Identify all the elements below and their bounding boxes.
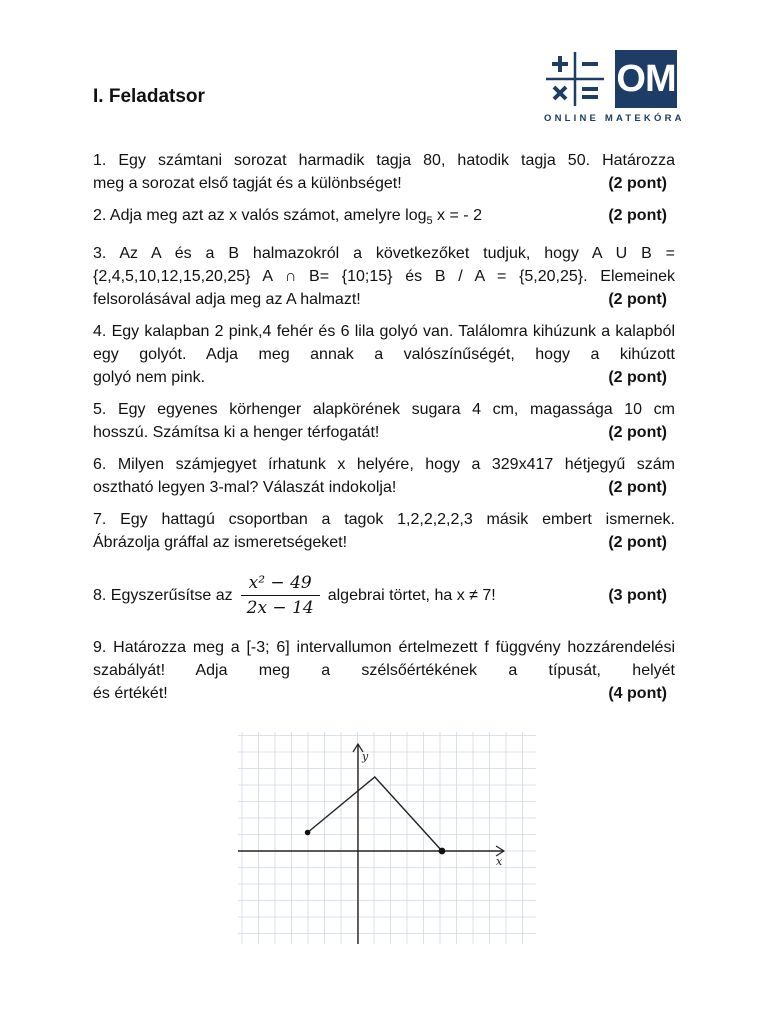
problem-text: 1. Egy számtani sorozat harmadik tagja 80, hatodik tagja 50. Határozza	[93, 152, 675, 169]
problem-9	[93, 636, 675, 705]
page-title: I. Feladatsor	[93, 86, 205, 107]
problem-text-end: felsorolásával adja meg az A halmazt!	[93, 291, 361, 309]
logo-mark: OM	[615, 50, 677, 108]
problem-text-end: Ábrázolja gráffal az ismeretségeket!	[93, 534, 348, 552]
points-badge: (2 pont)	[608, 369, 667, 387]
function-graph	[238, 732, 536, 944]
fraction-denominator: 2x − 14	[246, 597, 314, 618]
problem-7	[93, 508, 675, 554]
online-matekora-logo	[544, 50, 685, 132]
problem-1	[93, 149, 675, 195]
points-badge: (2 pont)	[608, 291, 667, 309]
problem-text: 9. Határozza meg a [-3; 6] intervallumon értelmezett f függvény hozzárendelési szabályát! Adja meg a szélsőértékének a típusát, helyét	[93, 639, 675, 680]
problem-2	[93, 204, 675, 233]
problem-list	[93, 149, 675, 714]
algebraic-fraction	[241, 571, 320, 620]
problem-text: 3. Az A és a B halmazokról a következőket tudjuk, hogy A U B = {2,4,5,10,12,15,20,25} A ∩ B= {10;15} és B / A = {5,20,25}. Elemeinek	[93, 245, 675, 286]
problem-text: 4. Egy kalapban 2 pink,4 fehér és 6 lila golyó van. Találomra kihúzunk a kalapból egy golyót. Adja meg annak a valószínűségét, hogy a kihúzott	[93, 323, 675, 364]
problem-text-a: 2. Adja meg azt az x valós számot, amelyre log	[93, 207, 427, 224]
endpoint-dot	[305, 830, 311, 836]
grid	[238, 732, 536, 944]
problem-6	[93, 453, 675, 499]
problem-text: 6. Milyen számjegyet írhatunk x helyére, hogy a 329x417 hétjegyű szám	[93, 456, 675, 474]
problem-text-end: és értékét!	[93, 685, 168, 703]
log-base: 5	[426, 215, 433, 228]
fraction-numerator: x² − 49	[248, 572, 312, 593]
problem-text-end: meg a sorozat első tagját és a különbséget!	[93, 175, 402, 192]
x-axis-label: x	[496, 855, 503, 868]
problem-8	[93, 563, 675, 627]
points-badge: (3 pont)	[608, 586, 667, 604]
y-axis-label: y	[362, 750, 369, 763]
logo-subtitle: ONLINE MATEKÓRA	[544, 113, 685, 124]
function-line	[308, 777, 442, 851]
problem-5	[93, 398, 675, 444]
problem-text-b: algebrai törtet, ha x ≠ 7!	[327, 586, 496, 604]
points-badge: (2 pont)	[608, 479, 667, 497]
problem-text: 7. Egy hattagú csoportban a tagok 1,2,2,2,2,3 másik embert ismernek.	[93, 511, 675, 529]
points-badge: (4 pont)	[608, 685, 667, 703]
points-badge: (2 pont)	[608, 207, 667, 224]
problem-text	[93, 204, 482, 233]
problem-text-end: osztható legyen 3-mal? Válaszát indokolja!	[93, 479, 397, 497]
problem-text-end: golyó nem pink.	[93, 369, 206, 387]
problem-3	[93, 242, 675, 311]
problem-text-a: 8. Egyszerűsítse az	[93, 586, 233, 604]
problem-text	[93, 571, 496, 620]
points-badge: (2 pont)	[608, 175, 667, 192]
problem-text: 5. Egy egyenes körhenger alapkörének sugara 4 cm, magassága 10 cm	[93, 401, 675, 419]
problem-text-end: hosszú. Számítsa ki a henger térfogatát!	[93, 424, 380, 442]
problem-4	[93, 320, 675, 389]
endpoint-dot	[439, 848, 446, 855]
points-badge: (2 pont)	[608, 424, 667, 442]
problem-text-b: x = - 2	[432, 207, 482, 224]
points-badge: (2 pont)	[608, 534, 667, 552]
math-operators-icon	[544, 50, 606, 108]
